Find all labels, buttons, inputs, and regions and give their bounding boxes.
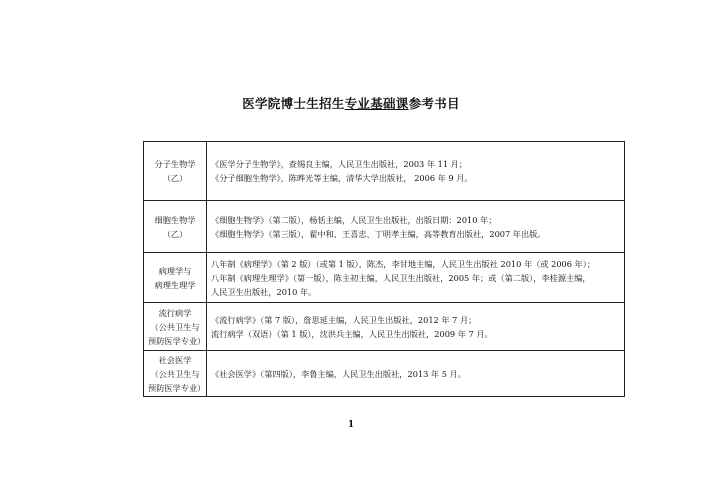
books-cell [207, 142, 625, 201]
subject-line: （乙） [162, 228, 188, 239]
book-line: 流行病学（双语）（第 1 版），沈洪兵主编，人民卫生出版社，2009 年 7 月。 [211, 328, 493, 339]
subject-line: 病理学与 [158, 265, 192, 276]
book-line: 《细胞生物学》（第二版），杨恬主编，人民卫生出版社，出版日期：2010 年； [211, 214, 497, 225]
book-line: 八年制《病理生理学》（第一版），陈主初主编，人民卫生出版社，2005 年；或（第二版），李桂源主编， [211, 272, 591, 283]
subject-line: 社会医学 [158, 354, 192, 365]
table-row [144, 253, 625, 303]
subject-line: 病理生理学 [154, 279, 196, 290]
table-row [144, 303, 625, 351]
title-part-3: 参考书目 [408, 96, 460, 111]
subject-line: （公共卫生与 [150, 368, 200, 379]
page-title [0, 94, 702, 112]
subject-cell [144, 142, 207, 201]
table-row [144, 201, 625, 253]
subject-line: 细胞生物学 [154, 214, 196, 225]
book-line: 《流行病学》（第 7 版），詹思延主编，人民卫生出版社，2012 年 7 月； [211, 314, 477, 325]
book-line: 《社会医学》（第四版），李鲁主编，人民卫生出版社，2013 年 5 月。 [211, 368, 466, 379]
books-cell [207, 351, 625, 397]
page-number: 1 [347, 420, 355, 430]
book-line: 人民卫生出版社，2010 年。 [211, 286, 317, 297]
book-line: 《医学分子生物学》，查锡良主编，人民卫生出版社，2003 年 11 月； [211, 159, 468, 169]
subject-line: 分子生物学 [154, 159, 196, 169]
books-cell [207, 303, 625, 351]
table-row [144, 351, 625, 397]
subject-cell [144, 253, 207, 303]
subject-line: 预防医学专业） [148, 335, 206, 346]
subject-line: （乙） [162, 173, 188, 183]
books-cell [207, 201, 625, 253]
title-part-1: 医学院博士生招生 [242, 96, 345, 111]
table-row [144, 142, 625, 201]
title-part-underlined: 专业基础课 [344, 96, 409, 111]
subject-line: （公共卫生与 [150, 321, 200, 332]
book-line: 《细胞生物学》（第三版），翟中和、王喜忠、丁明孝主编，高等教育出版社，2007 年出版。 [211, 228, 546, 239]
book-line: 八年制《病理学》（第 2 版）（或第 1 版），陈杰，李甘地主编，人民卫生出版社 2010 年（或 2006 年）； [211, 258, 596, 269]
subject-cell [144, 351, 207, 397]
subject-line: 预防医学专业） [148, 382, 206, 393]
reference-book-table [143, 141, 625, 397]
book-line: 《分子细胞生物学》，陈晔光等主编，清华大学出版社， 2006 年 9 月。 [211, 173, 473, 183]
subject-cell [144, 201, 207, 253]
subject-line: 流行病学 [158, 307, 192, 318]
books-cell [207, 253, 625, 303]
subject-cell [144, 303, 207, 351]
